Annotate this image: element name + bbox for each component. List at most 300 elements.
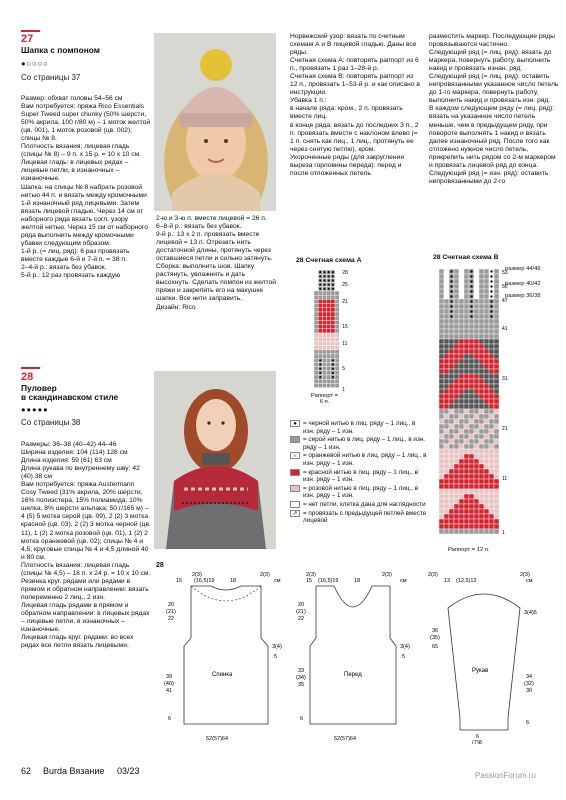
chart-b-cell bbox=[459, 444, 464, 449]
chart-a-cell bbox=[322, 341, 326, 345]
chart-b-cell bbox=[444, 499, 449, 504]
chart-b-cell bbox=[484, 424, 489, 429]
chart-b-cell bbox=[454, 469, 459, 474]
chart-b-cell bbox=[464, 339, 469, 344]
chart-b-cell bbox=[454, 279, 459, 284]
chart-b-cell bbox=[464, 324, 469, 329]
chart-b-cell bbox=[494, 314, 499, 319]
chart-b-cell bbox=[489, 384, 494, 389]
chart-dot bbox=[450, 310, 452, 312]
chart-b-cell bbox=[479, 294, 484, 299]
chart-b-cell bbox=[439, 499, 444, 504]
chart-b-cell bbox=[459, 429, 464, 434]
chart-b-cell bbox=[444, 349, 449, 354]
chart-a-cell bbox=[335, 283, 339, 287]
chart-a-cell bbox=[314, 346, 318, 350]
chart-b-cell bbox=[449, 359, 454, 364]
chart-b-cell bbox=[484, 414, 489, 419]
chart-b-cell bbox=[494, 499, 499, 504]
chart-b-cell bbox=[459, 404, 464, 409]
chart-a-cell bbox=[314, 320, 318, 324]
chart-b-cell bbox=[464, 299, 469, 304]
chart-b-cell bbox=[479, 379, 484, 384]
chart-b-cell bbox=[489, 339, 494, 344]
project-number-27: 27 bbox=[21, 33, 34, 45]
chart-a-cell bbox=[322, 329, 326, 333]
chart-b-cell bbox=[489, 334, 494, 339]
chart-b-cell bbox=[444, 364, 449, 369]
chart-b-cell bbox=[484, 274, 489, 279]
chart-dot bbox=[323, 284, 325, 286]
legend-item bbox=[290, 420, 428, 435]
legend-symbol-pink bbox=[290, 485, 300, 492]
chart-b-cell bbox=[494, 304, 499, 309]
chart-b-cell bbox=[444, 484, 449, 489]
chart-row-label: 1 bbox=[502, 530, 505, 536]
chart-b-cell bbox=[464, 514, 469, 519]
svg-text:33: 33 bbox=[298, 668, 305, 674]
chart-dot bbox=[470, 275, 472, 277]
legend-symbol-black-dot: ● bbox=[290, 420, 300, 427]
project-number-28: 28 bbox=[21, 371, 34, 383]
chart-dot bbox=[450, 300, 452, 302]
chart-b-cell bbox=[479, 419, 484, 424]
chart-b-cell bbox=[474, 489, 479, 494]
chart-b-cell bbox=[439, 329, 444, 334]
chart-b-cell bbox=[484, 354, 489, 359]
chart-b-cell bbox=[449, 519, 454, 524]
chart-a-cell bbox=[327, 316, 331, 320]
svg-text:41: 41 bbox=[166, 688, 173, 694]
svg-text:52(57)64: 52(57)64 bbox=[334, 736, 357, 742]
chart-b-cell bbox=[464, 469, 469, 474]
chart-b-cell bbox=[444, 324, 449, 329]
chart-b-cell bbox=[489, 349, 494, 354]
chart-a-cell bbox=[318, 299, 322, 303]
chart-b-cell bbox=[469, 514, 474, 519]
chart-b-cell bbox=[494, 299, 499, 304]
chart-b-cell bbox=[469, 374, 474, 379]
chart-a-cell bbox=[335, 337, 339, 341]
chart-a-cell bbox=[322, 320, 326, 324]
chart-b-cell bbox=[454, 329, 459, 334]
chart-b-cell bbox=[494, 444, 499, 449]
chart-b-cell bbox=[469, 364, 474, 369]
chart-a-cell bbox=[314, 316, 318, 320]
chart-b-cell bbox=[459, 359, 464, 364]
chart-a-cell bbox=[327, 291, 331, 295]
chart-a-cell bbox=[314, 379, 318, 383]
chart-b-cell bbox=[464, 454, 469, 459]
svg-text:2(3): 2(3) bbox=[192, 572, 202, 578]
chart-dot bbox=[332, 368, 334, 370]
chart-b-cell bbox=[459, 484, 464, 489]
schematic-front bbox=[296, 568, 426, 749]
chart-b-cell bbox=[439, 504, 444, 509]
chart-b-cell bbox=[459, 364, 464, 369]
svg-text:2(3): 2(3) bbox=[260, 572, 270, 578]
chart-dot bbox=[490, 290, 492, 292]
legend-symbol-red bbox=[290, 469, 300, 476]
chart-b-cell bbox=[479, 394, 484, 399]
chart-a-cell bbox=[314, 304, 318, 308]
chart-a-cell bbox=[327, 341, 331, 345]
chart-row-label: 5 bbox=[342, 366, 345, 372]
chart-b-cell bbox=[484, 284, 489, 289]
chart-b-cell bbox=[484, 394, 489, 399]
chart-b-cell bbox=[444, 494, 449, 499]
chart-b-cell bbox=[454, 339, 459, 344]
chart-b-cell bbox=[444, 414, 449, 419]
chart-a-cell bbox=[322, 367, 326, 371]
chart-b-cell bbox=[474, 379, 479, 384]
chart-b-cell bbox=[479, 374, 484, 379]
chart-b-cell bbox=[464, 294, 469, 299]
chart-row-label: 25 bbox=[342, 282, 348, 288]
chart-a-cell bbox=[322, 346, 326, 350]
chart-a-cell bbox=[318, 312, 322, 316]
chart-b-cell bbox=[484, 339, 489, 344]
chart-b-cell bbox=[474, 494, 479, 499]
chart-b-cell bbox=[469, 459, 474, 464]
chart-b-cell bbox=[464, 354, 469, 359]
chart-b-cell bbox=[479, 284, 484, 289]
schematic-sleeve bbox=[426, 568, 556, 749]
page-number: 62 bbox=[21, 766, 32, 776]
chart-b-cell bbox=[484, 319, 489, 324]
chart-a-cell bbox=[314, 333, 318, 337]
chart-b-cell bbox=[489, 364, 494, 369]
chart-b-cell bbox=[464, 359, 469, 364]
chart-dot bbox=[490, 315, 492, 317]
chart-b-cell bbox=[484, 389, 489, 394]
chart-b-cell bbox=[454, 429, 459, 434]
chart-a-cell bbox=[331, 320, 335, 324]
legend-text: = нет петли, клетка дана для наглядности bbox=[303, 500, 426, 508]
chart-b-cell bbox=[459, 514, 464, 519]
chart-b-cell bbox=[494, 324, 499, 329]
chart-b-cell bbox=[464, 369, 469, 374]
chart-b-cell bbox=[484, 369, 489, 374]
chart-b-cell bbox=[479, 349, 484, 354]
chart-b-cell bbox=[494, 394, 499, 399]
chart-b-cell bbox=[449, 354, 454, 359]
chart-dot bbox=[490, 280, 492, 282]
chart-dot bbox=[328, 284, 330, 286]
chart-b-cell bbox=[494, 269, 499, 274]
chart-b-cell bbox=[479, 364, 484, 369]
chart-a-cell bbox=[322, 379, 326, 383]
chart-b-cell bbox=[489, 464, 494, 469]
chart-b-cell bbox=[489, 359, 494, 364]
chart-a-cell bbox=[331, 337, 335, 341]
chart-a-cell bbox=[322, 371, 326, 375]
chart-b-cell bbox=[464, 319, 469, 324]
chart-a-cell bbox=[335, 341, 339, 345]
chart-b-cell bbox=[489, 374, 494, 379]
svg-text:6: 6 bbox=[168, 716, 172, 722]
chart-a-cell bbox=[314, 337, 318, 341]
svg-text:2(3): 2(3) bbox=[520, 572, 530, 578]
chart-b-cell bbox=[469, 384, 474, 389]
chart-b-cell bbox=[484, 459, 489, 464]
chart-b-cell bbox=[454, 294, 459, 299]
chart-b-cell bbox=[459, 334, 464, 339]
chart-dot bbox=[490, 285, 492, 287]
chart-dot bbox=[323, 271, 325, 273]
chart-b-cell bbox=[469, 464, 474, 469]
chart-a-cell bbox=[335, 312, 339, 316]
chart-b-cell bbox=[494, 384, 499, 389]
chart-b-cell bbox=[494, 334, 499, 339]
chart-b-cell bbox=[479, 389, 484, 394]
chart-b-cell bbox=[484, 304, 489, 309]
chart-b-cell bbox=[479, 404, 484, 409]
chart-a-cell bbox=[327, 325, 331, 329]
chart-dot bbox=[450, 270, 452, 272]
chart-b-cell bbox=[454, 394, 459, 399]
chart-b-cell bbox=[484, 519, 489, 524]
chart-b-cell bbox=[494, 464, 499, 469]
chart-b-cell bbox=[469, 449, 474, 454]
chart-dot bbox=[450, 280, 452, 282]
chart-b-cell bbox=[464, 449, 469, 454]
chart-b-cell bbox=[484, 384, 489, 389]
chart-a-cell bbox=[335, 287, 339, 291]
chart-dot bbox=[328, 275, 330, 277]
chart-b-cell bbox=[484, 509, 489, 514]
chart-b-cell bbox=[439, 359, 444, 364]
chart-b-size-2: размер 40/42 bbox=[505, 281, 541, 287]
chart-b-cell bbox=[469, 489, 474, 494]
chart-b-cell bbox=[454, 519, 459, 524]
chart-a-cell bbox=[335, 371, 339, 375]
chart-row-label: 47 bbox=[502, 298, 508, 304]
instructions-28-col1: Размеры: 36–38 (40–42) 44–46 Ширина изделия: 104 (114) 128 см Длина изделия: 59 (61) 63 см Длина рукава по внутреннему шву: 42 (40) 38 см Вам потребуется: пряжа Austermann Cosy Tweed (31% акрила, 20% шерсти, 16% полиэстера, 15% полиамида; 10% шелка, 8% шерсти альпака; 50 г/165 м) – 4 (5) 5 мотка серой (цв. 09), 2 (2) 3 мотка красной (цв. 03), 2 (2) 3 мотка черной (цв. 11), 1 (2) 2 мотка розовой (цв. 01), 1 (2) 2 мотка оранжевой (цв. 02); спицы № 4 и 4,5; круговые спицы № 4 и 4,5 длиной 40 и 80 см. Плотность вязания: лицевая гладь (спицы № 4,5) – 18 п. x 24 р. = 10 x 10 см. Резинка круг. рядами или рядами в прямом и обратном направлении: вязать попеременно 2 лиц., 2 изн. Лицевая гладь рядами в прямом и обратном направлении: в лицевых рядах – лицевые петли, в изнаночных – изнаночные. Лицевая гладь круг. рядами: во всех рядах все петли вязать лицевыми. bbox=[21, 441, 151, 650]
chart-b-cell bbox=[439, 369, 444, 374]
chart-b-cell bbox=[464, 484, 469, 489]
project-title-27: Шапка с помпоном bbox=[21, 45, 100, 55]
chart-b-cell bbox=[489, 494, 494, 499]
svg-text:5: 5 bbox=[402, 654, 406, 660]
chart-b-cell bbox=[459, 379, 464, 384]
chart-a-cell bbox=[331, 299, 335, 303]
svg-text:Перед: Перед bbox=[344, 672, 362, 678]
chart-a-cell bbox=[335, 270, 339, 274]
chart-b-cell bbox=[474, 449, 479, 454]
chart-b-cell bbox=[489, 324, 494, 329]
chart-b-cell bbox=[444, 449, 449, 454]
chart-row-label: 41 bbox=[502, 326, 508, 332]
chart-b-cell bbox=[469, 394, 474, 399]
chart-b-cell bbox=[474, 364, 479, 369]
chart-b-cell bbox=[494, 284, 499, 289]
chart-a-cell bbox=[331, 291, 335, 295]
chart-b-cell bbox=[454, 434, 459, 439]
chart-b-cell bbox=[444, 294, 449, 299]
chart-b-cell bbox=[484, 524, 489, 529]
chart-b-cell bbox=[454, 319, 459, 324]
chart-b-cell bbox=[489, 449, 494, 454]
chart-b-cell bbox=[474, 339, 479, 344]
chart-a-cell bbox=[331, 354, 335, 358]
chart-b-cell bbox=[469, 474, 474, 479]
chart-b-cell bbox=[464, 314, 469, 319]
chart-b-cell bbox=[459, 384, 464, 389]
chart-dot bbox=[328, 271, 330, 273]
chart-b-grid bbox=[437, 265, 517, 550]
chart-b-cell bbox=[454, 454, 459, 459]
chart-b-cell bbox=[449, 499, 454, 504]
chart-dot bbox=[319, 363, 321, 365]
project-title-28: Пуловер в скандинавском стиле bbox=[21, 383, 119, 403]
chart-b-cell bbox=[474, 299, 479, 304]
chart-a-cell bbox=[318, 316, 322, 320]
chart-b-cell bbox=[464, 494, 469, 499]
chart-b-cell bbox=[489, 434, 494, 439]
chart-b-cell bbox=[459, 424, 464, 429]
chart-dot bbox=[323, 279, 325, 281]
chart-b-cell bbox=[439, 374, 444, 379]
chart-b-cell bbox=[444, 464, 449, 469]
chart-b-cell bbox=[444, 519, 449, 524]
chart-b-cell bbox=[464, 474, 469, 479]
svg-text:3(4): 3(4) bbox=[272, 644, 282, 650]
chart-b-cell bbox=[449, 349, 454, 354]
chart-b-cell bbox=[474, 349, 479, 354]
chart-a-cell bbox=[327, 371, 331, 375]
chart-b-cell bbox=[474, 374, 479, 379]
chart-b-cell bbox=[454, 439, 459, 444]
svg-text:15: 15 bbox=[306, 578, 313, 584]
chart-b-cell bbox=[464, 414, 469, 419]
chart-b-cell bbox=[469, 424, 474, 429]
chart-b-cell bbox=[479, 339, 484, 344]
chart-b-cell bbox=[464, 344, 469, 349]
chart-dot bbox=[332, 284, 334, 286]
chart-dot bbox=[328, 288, 330, 290]
chart-b-cell bbox=[479, 409, 484, 414]
chart-b-cell bbox=[459, 399, 464, 404]
chart-b-cell bbox=[489, 444, 494, 449]
chart-b-cell bbox=[479, 369, 484, 374]
chart-b-cell bbox=[494, 339, 499, 344]
chart-b-cell bbox=[439, 464, 444, 469]
chart-a-cell bbox=[327, 362, 331, 366]
chart-b-cell bbox=[454, 354, 459, 359]
chart-b-cell bbox=[484, 494, 489, 499]
chart-a-cell bbox=[335, 379, 339, 383]
chart-b-cell bbox=[469, 354, 474, 359]
chart-b-cell bbox=[439, 479, 444, 484]
chart-b-cell bbox=[489, 474, 494, 479]
chart-b-cell bbox=[494, 374, 499, 379]
chart-b-cell bbox=[474, 414, 479, 419]
chart-b-cell bbox=[444, 404, 449, 409]
chart-b-cell bbox=[459, 464, 464, 469]
chart-row-label: 50 bbox=[502, 284, 508, 290]
chart-a-cell bbox=[322, 295, 326, 299]
chart-b-cell bbox=[454, 484, 459, 489]
chart-a-cell bbox=[335, 320, 339, 324]
chart-b-cell bbox=[459, 304, 464, 309]
chart-b-cell bbox=[459, 394, 464, 399]
chart-a-cell bbox=[318, 379, 322, 383]
chart-a-cell bbox=[314, 362, 318, 366]
legend-text: = черной нитью в лиц. ряду – 1 лиц., в изн. ряду – 1 изн. bbox=[303, 420, 416, 435]
svg-text:(16,5)19: (16,5)19 bbox=[194, 578, 215, 584]
from-page-28: Со страницы 38 bbox=[21, 418, 81, 427]
chart-a-cell bbox=[331, 383, 335, 387]
chart-b-cell bbox=[489, 479, 494, 484]
chart-b-cell bbox=[439, 444, 444, 449]
chart-dot bbox=[319, 376, 321, 378]
chart-b-cell bbox=[464, 384, 469, 389]
chart-a-cell bbox=[335, 295, 339, 299]
chart-b-cell bbox=[454, 424, 459, 429]
legend-item bbox=[290, 469, 428, 484]
chart-b-cell bbox=[444, 284, 449, 289]
chart-b-cell bbox=[489, 424, 494, 429]
chart-a-cell bbox=[331, 316, 335, 320]
chart-b-cell bbox=[479, 424, 484, 429]
chart-b-cell bbox=[459, 374, 464, 379]
chart-b-cell bbox=[474, 274, 479, 279]
chart-b-cell bbox=[454, 514, 459, 519]
chart-b-cell bbox=[474, 514, 479, 519]
chart-b-cell bbox=[469, 409, 474, 414]
chart-b-cell bbox=[479, 334, 484, 339]
chart-b-cell bbox=[479, 344, 484, 349]
chart-b-cell bbox=[484, 404, 489, 409]
chart-b-cell bbox=[474, 524, 479, 529]
chart-b-cell bbox=[459, 274, 464, 279]
chart-b-cell bbox=[454, 344, 459, 349]
chart-dot bbox=[332, 376, 334, 378]
chart-b-cell bbox=[459, 324, 464, 329]
chart-b-cell bbox=[484, 484, 489, 489]
svg-text:18: 18 bbox=[354, 578, 361, 584]
chart-b-cell bbox=[439, 414, 444, 419]
chart-b-cell bbox=[489, 459, 494, 464]
chart-b-cell bbox=[479, 289, 484, 294]
chart-b-cell bbox=[484, 359, 489, 364]
chart-b-cell bbox=[494, 344, 499, 349]
chart-b-cell bbox=[469, 339, 474, 344]
chart-b-cell bbox=[464, 434, 469, 439]
chart-b-cell bbox=[474, 424, 479, 429]
chart-b-cell bbox=[454, 299, 459, 304]
chart-b-cell bbox=[459, 419, 464, 424]
chart-dot bbox=[450, 275, 452, 277]
chart-b-cell bbox=[459, 339, 464, 344]
chart-b-cell bbox=[439, 524, 444, 529]
svg-text:(32): (32) bbox=[524, 681, 534, 687]
chart-a-cell bbox=[335, 316, 339, 320]
chart-a-cell bbox=[314, 278, 318, 282]
chart-b-cell bbox=[449, 444, 454, 449]
chart-dot bbox=[319, 288, 321, 290]
chart-b-cell bbox=[444, 269, 449, 274]
chart-b-cell bbox=[444, 274, 449, 279]
chart-b-cell bbox=[459, 524, 464, 529]
chart-b-cell bbox=[444, 409, 449, 414]
chart-b-cell bbox=[474, 454, 479, 459]
chart-b-cell bbox=[479, 434, 484, 439]
chart-row-label: 53 bbox=[502, 270, 508, 276]
chart-b-cell bbox=[464, 419, 469, 424]
chart-b-cell bbox=[474, 429, 479, 434]
